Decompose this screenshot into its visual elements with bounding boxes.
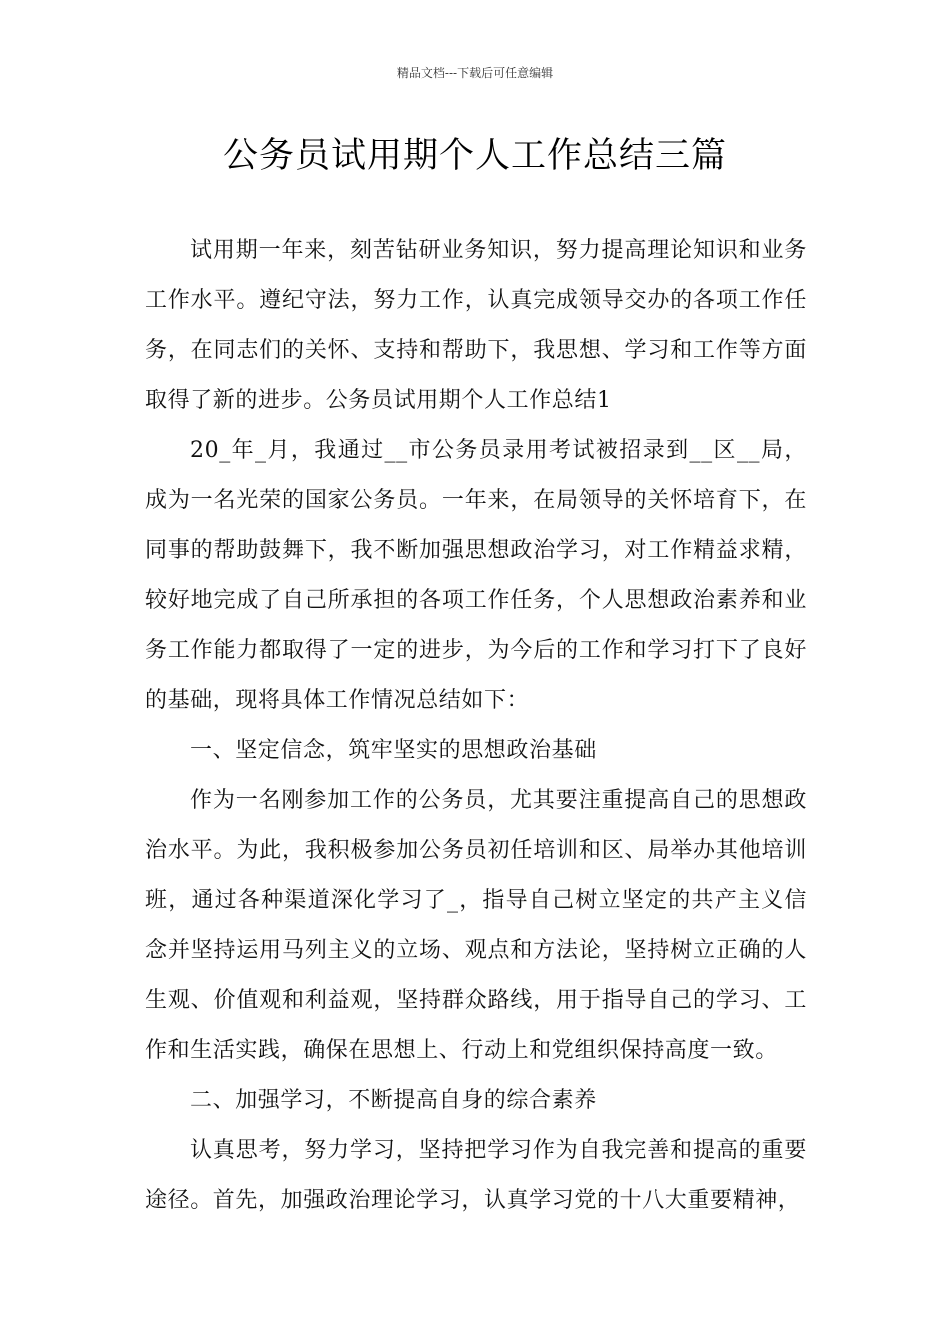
header-note: 精品文档---下载后可任意编辑 xyxy=(396,66,554,80)
paragraph-section-2: 认真思考，努力学习，坚持把学习作为自我完善和提高的重要途径。首先，加强政治理论学习，认真学习党的十八大重要精神， xyxy=(145,1138,807,1213)
section-heading-1: 一、坚定信念，筑牢坚实的思想政治基础 xyxy=(190,738,597,763)
paragraph-overview: 20_年_月，我通过__市公务员录用考试被招录到__区__局，成为一名光荣的国家公务员。一年来，在局领导的关怀培育下，在同事的帮助鼓舞下，我不断加强思想政治学习，对工作精益求精，较好地完成了自己所承担的各项工作任务，个人思想政治素养和业务工作能力都取得了一定的进步，为今后的工作和学习打下了良好的基础，现将具体工作情况总结如下： xyxy=(145,438,807,713)
paragraph-section-1: 作为一名刚参加工作的公务员，尤其要注重提高自己的思想政治水平。为此，我积极参加公务员初任培训和区、局举办其他培训班，通过各种渠道深化学习了_，指导自己树立坚定的共产主义信念并坚持运用马列主义的立场、观点和方法论，坚持树立正确的人生观、价值观和利益观，坚持群众路线，用于指导自己的学习、工作和生活实践，确保在思想上、行动上和党组织保持高度一致。 xyxy=(145,788,807,1063)
document-body xyxy=(145,226,807,1226)
document-title: 公务员试用期个人工作总结三篇 xyxy=(222,136,727,176)
paragraph-intro: 试用期一年来，刻苦钻研业务知识，努力提高理论知识和业务工作水平。遵纪守法，努力工作，认真完成领导交办的各项工作任务，在同志们的关怀、支持和帮助下，我思想、学习和工作等方面取得了新的进步。公务员试用期个人工作总结1 xyxy=(145,238,807,413)
section-heading-2: 二、加强学习，不断提高自身的综合素养 xyxy=(190,1088,597,1113)
